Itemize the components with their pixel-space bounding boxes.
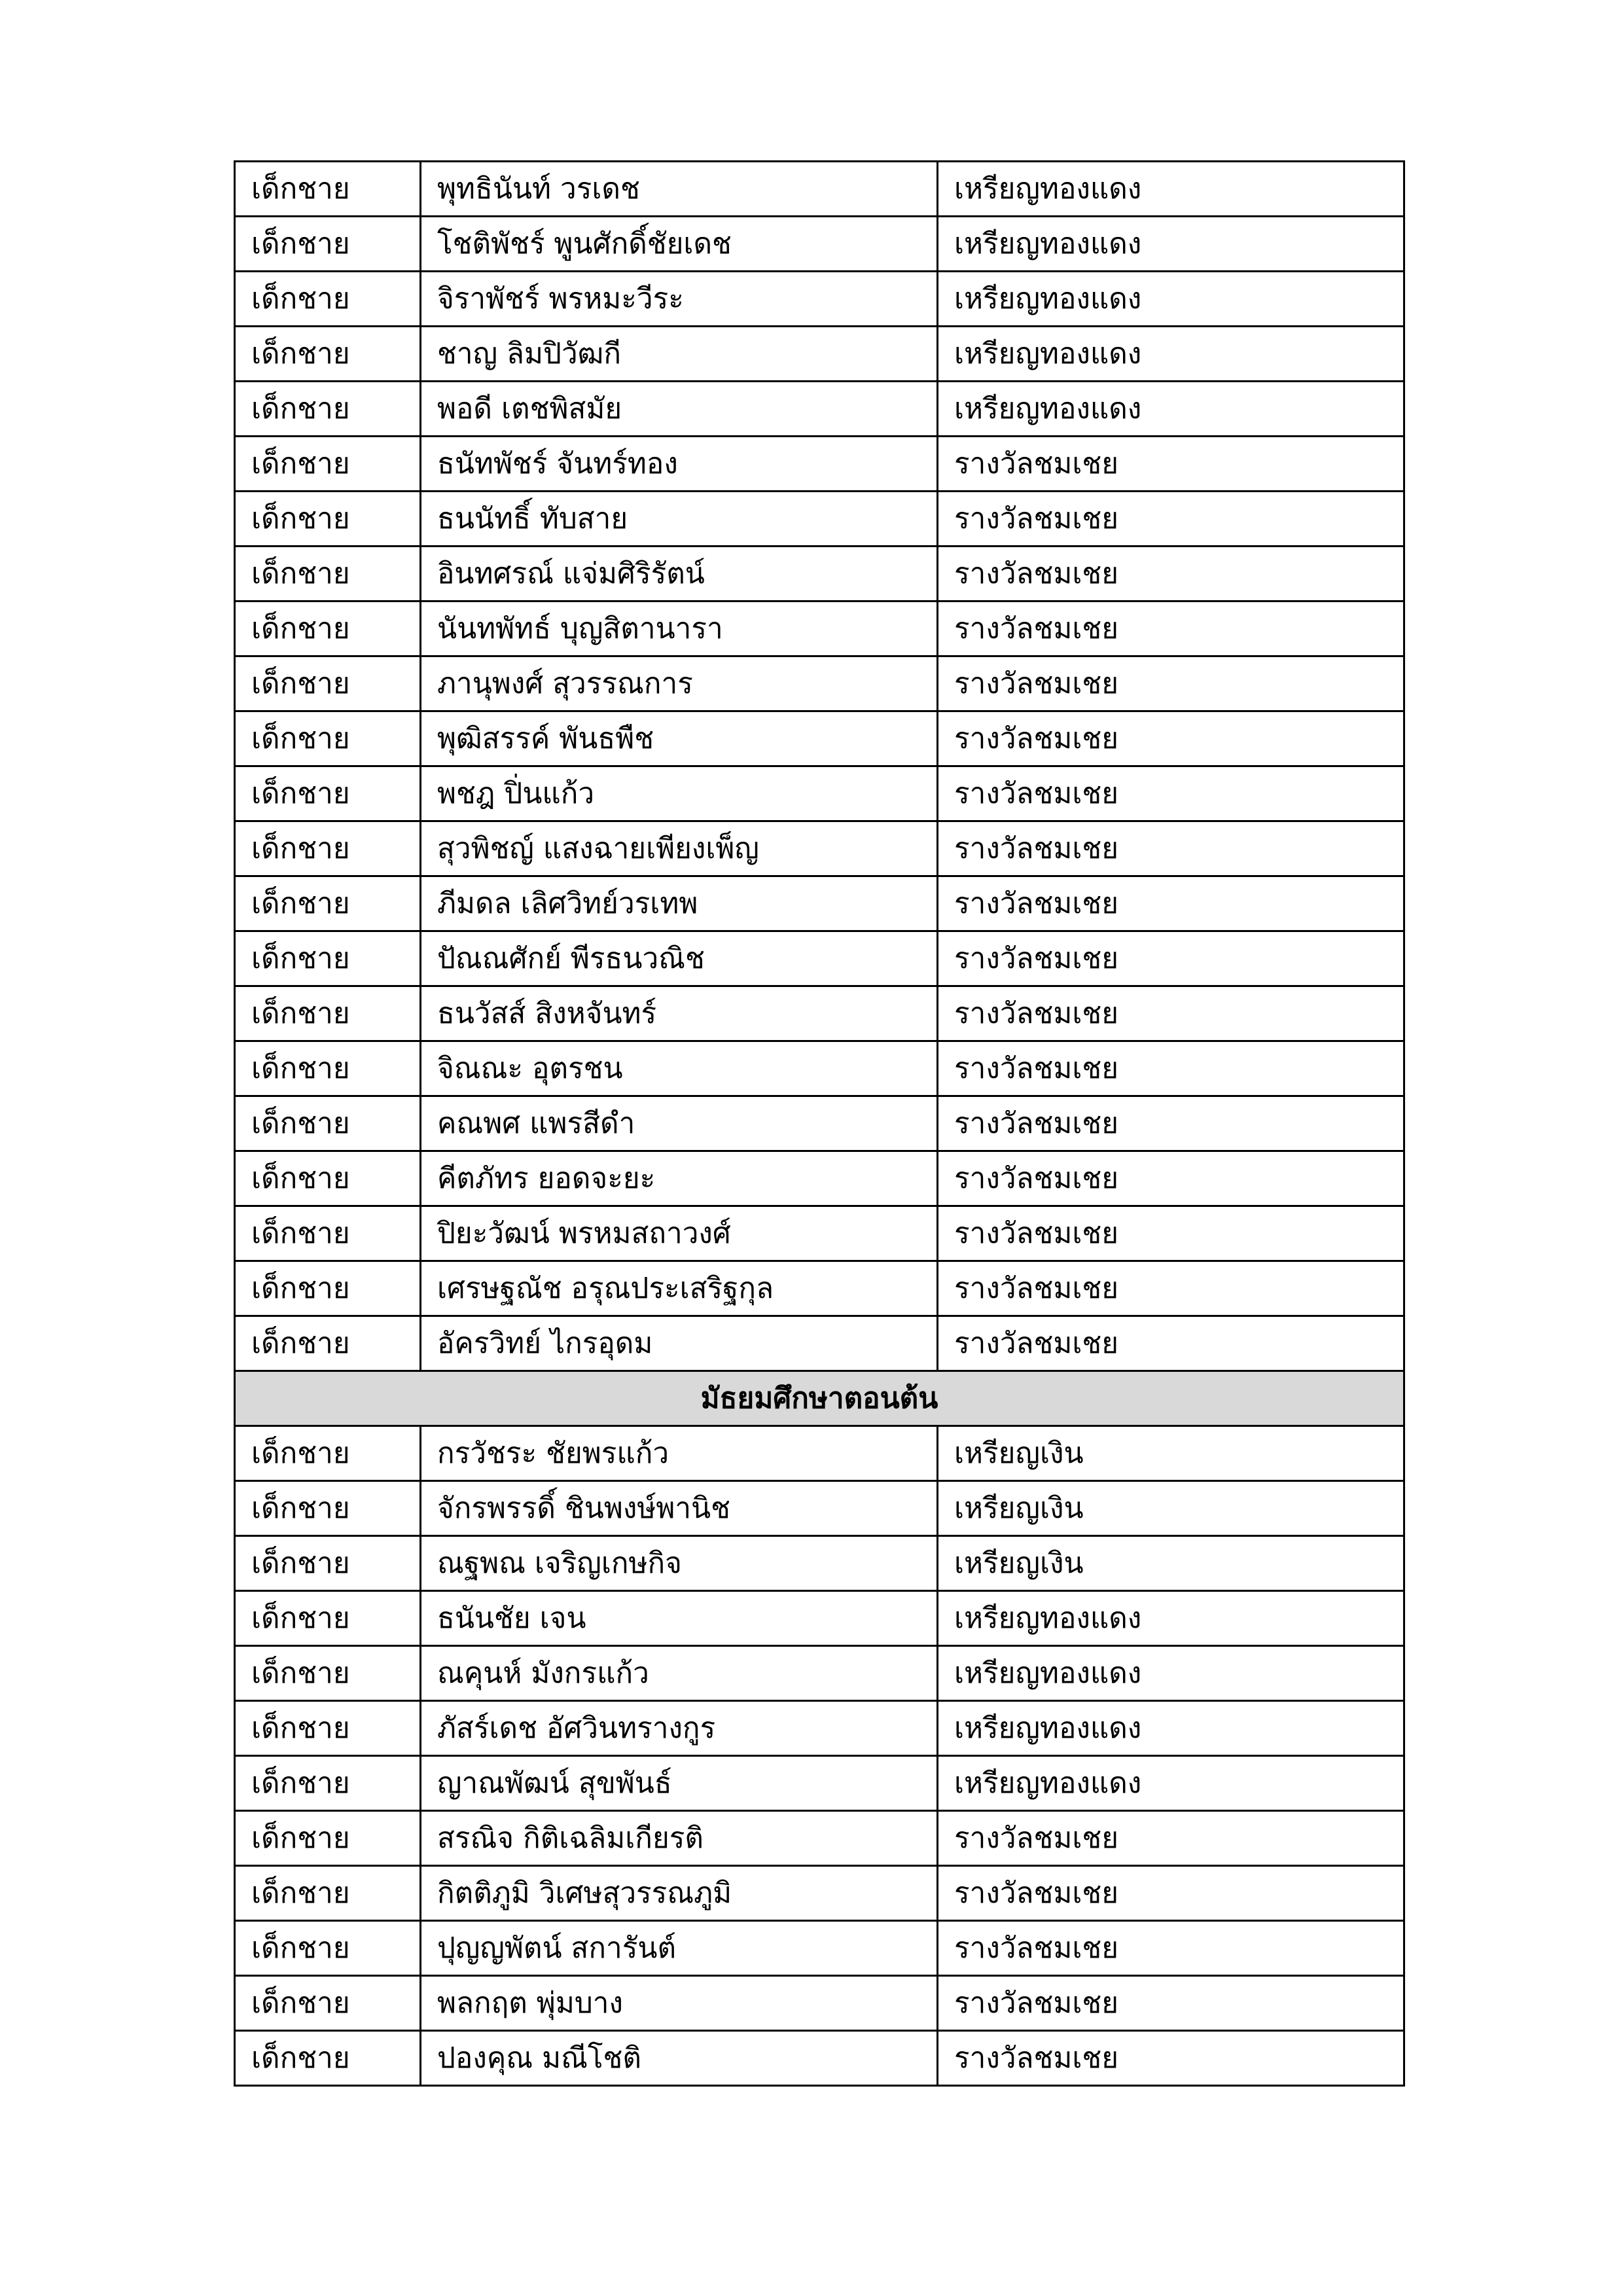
award-level: เหรียญทองแดง: [938, 272, 1404, 327]
student-name: อัครวิทย์ ไกรอุดม: [421, 1316, 938, 1371]
table-row: [235, 1756, 1404, 1811]
table-row: [235, 217, 1404, 272]
award-level: รางวัลชมเชย: [938, 821, 1404, 876]
student-title: เด็กชาย: [235, 1976, 421, 2031]
table-row: [235, 1151, 1404, 1206]
award-level: รางวัลชมเชย: [938, 1261, 1404, 1316]
student-name: ธนนัทธิ์ ทับสาย: [421, 492, 938, 547]
section-header-group: [235, 1371, 1404, 1426]
student-name: พุฒิสรรค์ พันธพืช: [421, 711, 938, 766]
student-title: เด็กชาย: [235, 272, 421, 327]
student-name: จิราพัชร์ พรหมะวีระ: [421, 272, 938, 327]
student-name: เศรษฐณัช อรุณประเสริฐกุล: [421, 1261, 938, 1316]
award-level: รางวัลชมเชย: [938, 876, 1404, 931]
table-row: [235, 2031, 1404, 2086]
table-row: [235, 986, 1404, 1041]
student-title: เด็กชาย: [235, 547, 421, 601]
award-level: รางวัลชมเชย: [938, 1151, 1404, 1206]
student-name: ภัสร์เดช อัศวินทรางกูร: [421, 1701, 938, 1756]
student-name: ณคุนห์ มังกรแก้ว: [421, 1646, 938, 1701]
award-level: รางวัลชมเชย: [938, 492, 1404, 547]
award-level: รางวัลชมเชย: [938, 986, 1404, 1041]
student-name: ชาญ ลิมปิวัฒกี: [421, 327, 938, 382]
student-name: พชฎ ปิ่นแก้ว: [421, 766, 938, 821]
student-name: พอดี เตชพิสมัย: [421, 382, 938, 437]
student-name: ปัณณศักย์ พีรธนวณิช: [421, 931, 938, 986]
award-level: รางวัลชมเชย: [938, 1811, 1404, 1866]
student-name: พลกฤต พุ่มบาง: [421, 1976, 938, 2031]
table-row: [235, 1591, 1404, 1646]
award-level: เหรียญเงิน: [938, 1536, 1404, 1591]
award-level: รางวัลชมเชย: [938, 766, 1404, 821]
section-header-row: [235, 1371, 1404, 1426]
student-name: นันทพัทธ์ บุญสิตานารา: [421, 601, 938, 656]
student-title: เด็กชาย: [235, 931, 421, 986]
student-name: อินทศรณ์ แจ่มศิริรัตน์: [421, 547, 938, 601]
award-level: เหรียญทองแดง: [938, 382, 1404, 437]
table-row: [235, 1976, 1404, 2031]
table-row: [235, 1866, 1404, 1921]
student-name: พุทธินันท์ วรเดช: [421, 162, 938, 217]
student-name: ญาณพัฒน์ สุขพันธ์: [421, 1756, 938, 1811]
award-level: รางวัลชมเชย: [938, 931, 1404, 986]
student-title: เด็กชาย: [235, 437, 421, 492]
award-level: รางวัลชมเชย: [938, 1206, 1404, 1261]
table-row: [235, 766, 1404, 821]
table-row: [235, 1096, 1404, 1151]
award-level: รางวัลชมเชย: [938, 1921, 1404, 1976]
rows-after-section: [235, 1426, 1404, 2086]
student-title: เด็กชาย: [235, 876, 421, 931]
table-row: [235, 1536, 1404, 1591]
student-title: เด็กชาย: [235, 2031, 421, 2086]
table-row: [235, 711, 1404, 766]
student-title: เด็กชาย: [235, 1096, 421, 1151]
student-name: ธนันชัย เจน: [421, 1591, 938, 1646]
award-level: รางวัลชมเชย: [938, 711, 1404, 766]
student-title: เด็กชาย: [235, 986, 421, 1041]
award-level: เหรียญทองแดง: [938, 1701, 1404, 1756]
table-row: [235, 656, 1404, 711]
student-title: เด็กชาย: [235, 1426, 421, 1481]
award-level: รางวัลชมเชย: [938, 547, 1404, 601]
student-title: เด็กชาย: [235, 821, 421, 876]
student-name: กรวัชระ ชัยพรแก้ว: [421, 1426, 938, 1481]
award-level: รางวัลชมเชย: [938, 1096, 1404, 1151]
student-name: ปุญญพัตน์ สการันต์: [421, 1921, 938, 1976]
student-title: เด็กชาย: [235, 1756, 421, 1811]
student-title: เด็กชาย: [235, 1206, 421, 1261]
table-row: [235, 876, 1404, 931]
table-row: [235, 1426, 1404, 1481]
student-name: จิณณะ อุตรชน: [421, 1041, 938, 1096]
student-title: เด็กชาย: [235, 1646, 421, 1701]
table-row: [235, 601, 1404, 656]
table-row: [235, 1646, 1404, 1701]
student-title: เด็กชาย: [235, 1316, 421, 1371]
table-row: [235, 382, 1404, 437]
award-level: เหรียญเงิน: [938, 1426, 1404, 1481]
award-level: รางวัลชมเชย: [938, 1976, 1404, 2031]
award-level: เหรียญทองแดง: [938, 217, 1404, 272]
award-level: เหรียญทองแดง: [938, 327, 1404, 382]
table-row: [235, 1701, 1404, 1756]
student-name: ธนวัสส์ สิงหจันทร์: [421, 986, 938, 1041]
award-level: เหรียญเงิน: [938, 1481, 1404, 1536]
student-name: จักรพรรดิ์ ชินพงษ์พานิช: [421, 1481, 938, 1536]
table-row: [235, 437, 1404, 492]
rows-before-section: [235, 162, 1404, 1371]
award-level: รางวัลชมเชย: [938, 1316, 1404, 1371]
student-name: โชติพัชร์ พูนศักดิ์ชัยเดช: [421, 217, 938, 272]
table-row: [235, 272, 1404, 327]
table-row: [235, 1261, 1404, 1316]
student-name: คณพศ แพรสีดำ: [421, 1096, 938, 1151]
student-title: เด็กชาย: [235, 1701, 421, 1756]
table-row: [235, 547, 1404, 601]
student-title: เด็กชาย: [235, 766, 421, 821]
student-name: ธนัทพัชร์ จันทร์ทอง: [421, 437, 938, 492]
award-level: รางวัลชมเชย: [938, 2031, 1404, 2086]
table-row: [235, 492, 1404, 547]
student-title: เด็กชาย: [235, 1536, 421, 1591]
table-row: [235, 821, 1404, 876]
student-name: สรณิจ กิติเฉลิมเกียรติ: [421, 1811, 938, 1866]
student-name: ปิยะวัฒน์ พรหมสถาวงศ์: [421, 1206, 938, 1261]
table-row: [235, 1316, 1404, 1371]
student-title: เด็กชาย: [235, 1481, 421, 1536]
student-name: คีตภัทร ยอดจะยะ: [421, 1151, 938, 1206]
table-row: [235, 1921, 1404, 1976]
award-level: เหรียญทองแดง: [938, 1646, 1404, 1701]
student-title: เด็กชาย: [235, 1041, 421, 1096]
award-results-table: [234, 160, 1405, 2087]
table-row: [235, 931, 1404, 986]
student-title: เด็กชาย: [235, 1811, 421, 1866]
student-title: เด็กชาย: [235, 711, 421, 766]
award-level: เหรียญทองแดง: [938, 162, 1404, 217]
table-row: [235, 1811, 1404, 1866]
table-row: [235, 327, 1404, 382]
student-title: เด็กชาย: [235, 1261, 421, 1316]
award-level: รางวัลชมเชย: [938, 437, 1404, 492]
award-level: เหรียญทองแดง: [938, 1756, 1404, 1811]
student-title: เด็กชาย: [235, 382, 421, 437]
award-level: รางวัลชมเชย: [938, 1041, 1404, 1096]
student-title: เด็กชาย: [235, 1866, 421, 1921]
student-title: เด็กชาย: [235, 327, 421, 382]
student-title: เด็กชาย: [235, 656, 421, 711]
student-title: เด็กชาย: [235, 492, 421, 547]
award-level: รางวัลชมเชย: [938, 1866, 1404, 1921]
award-level: เหรียญทองแดง: [938, 1591, 1404, 1646]
table-row: [235, 1206, 1404, 1261]
student-name: ภานุพงศ์ สุวรรณการ: [421, 656, 938, 711]
table-row: [235, 1481, 1404, 1536]
student-title: เด็กชาย: [235, 1921, 421, 1976]
student-name: ภีมดล เลิศวิทย์วรเทพ: [421, 876, 938, 931]
student-title: เด็กชาย: [235, 217, 421, 272]
student-name: สุวพิชญ์ แสงฉายเพียงเพ็ญ: [421, 821, 938, 876]
award-level: รางวัลชมเชย: [938, 656, 1404, 711]
table-row: [235, 1041, 1404, 1096]
student-name: ณฐพณ เจริญเกษกิจ: [421, 1536, 938, 1591]
student-name: ปองคุณ มณีโชติ: [421, 2031, 938, 2086]
student-name: กิตติภูมิ วิเศษสุวรรณภูมิ: [421, 1866, 938, 1921]
student-title: เด็กชาย: [235, 162, 421, 217]
section-header-lower-secondary: มัธยมศึกษาตอนต้น: [235, 1371, 1404, 1426]
student-title: เด็กชาย: [235, 1591, 421, 1646]
student-title: เด็กชาย: [235, 601, 421, 656]
table-row: [235, 162, 1404, 217]
student-title: เด็กชาย: [235, 1151, 421, 1206]
award-level: รางวัลชมเชย: [938, 601, 1404, 656]
